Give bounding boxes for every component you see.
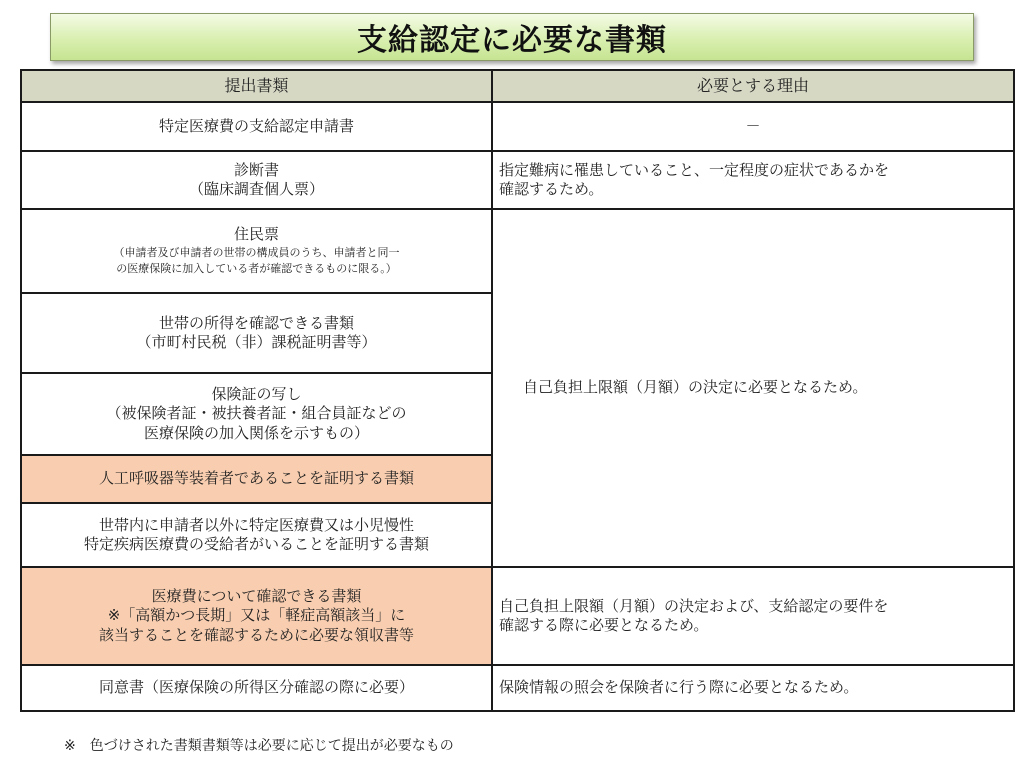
header-documents: 提出書類	[21, 70, 492, 102]
doc-diagnosis: 診断書 （臨床調査個人票）	[21, 151, 492, 209]
doc-insurance-card-copy: 保険証の写し （被保険者証・被扶養者証・組合員証などの 医療保険の加入関係を示すもの）	[21, 373, 492, 455]
table-row	[21, 102, 1014, 151]
reason-consent-form: 保険情報の照会を保険者に行う際に必要となるため。	[492, 665, 1014, 711]
doc-other-recipient-proof: 世帯内に申請者以外に特定医療費又は小児慢性 特定疾病医療費の受給者がいることを証明する書類	[21, 503, 492, 567]
table-row	[21, 567, 1014, 665]
doc-medical-receipts: 医療費について確認できる書類 ※「高額かつ長期」又は「軽症高額該当」に 該当することを確認するために必要な領収書等	[21, 567, 492, 665]
header-reason: 必要とする理由	[492, 70, 1014, 102]
doc-ventilator-proof: 人工呼吸器等装着者であることを証明する書類	[21, 455, 492, 503]
table-row	[21, 209, 1014, 293]
reason-application-form: －	[492, 102, 1014, 151]
table-row	[21, 151, 1014, 209]
doc-resident-record: 住民票 （申請者及び申請者の世帯の構成員のうち、申請者と同一 の医療保険に加入している者が確認できるものに限る。）	[21, 209, 492, 293]
doc-application-form: 特定医療費の支給認定申請書	[21, 102, 492, 151]
footnote: ※ 色づけされた書類書類等は必要に応じて提出が必要なもの	[64, 738, 454, 754]
documents-table	[20, 69, 1015, 712]
reason-merged: 自己負担上限額（月額）の決定に必要となるため。	[492, 209, 1014, 567]
table-row	[21, 665, 1014, 711]
table-header-row	[21, 70, 1014, 102]
reason-diagnosis: 指定難病に罹患していること、一定程度の症状であるかを 確認するため。	[492, 151, 1014, 209]
title-banner	[50, 13, 974, 61]
reason-medical-receipts: 自己負担上限額（月額）の決定および、支給認定の要件を 確認する際に必要となるため。	[492, 567, 1014, 665]
doc-income-proof: 世帯の所得を確認できる書類 （市町村民税（非）課税証明書等）	[21, 293, 492, 373]
doc-consent-form: 同意書（医療保険の所得区分確認の際に必要）	[21, 665, 492, 711]
page-title: 支給認定に必要な書類	[357, 23, 667, 58]
